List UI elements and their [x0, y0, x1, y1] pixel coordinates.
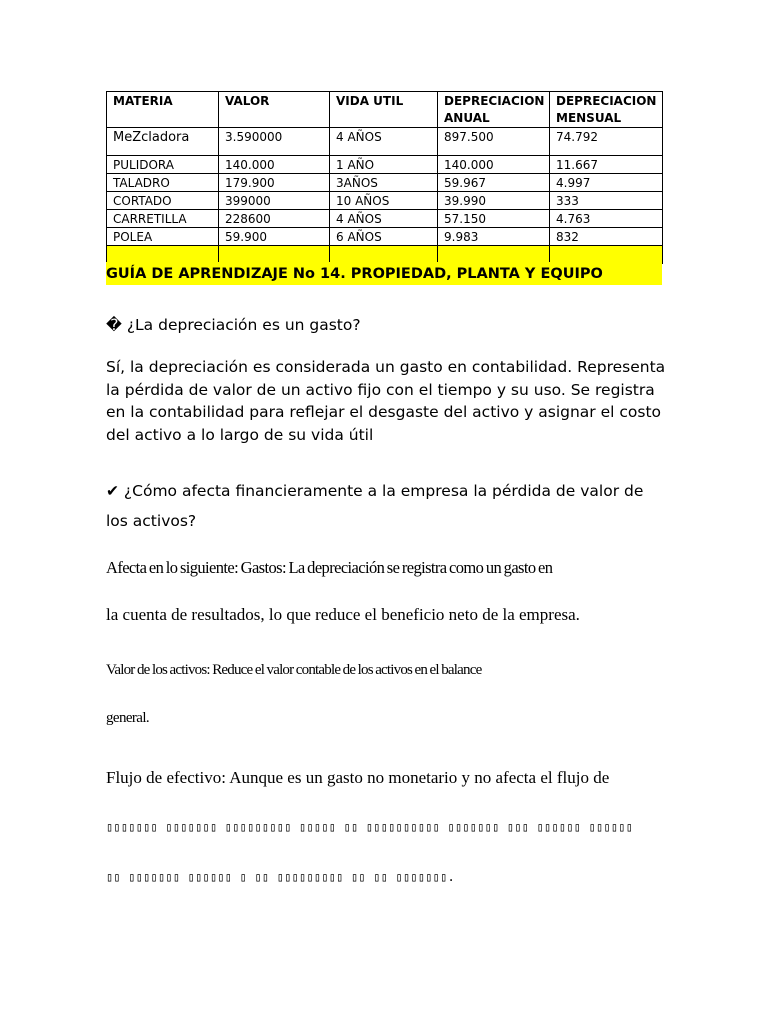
table-row: [107, 210, 663, 228]
table-row: [107, 156, 663, 174]
cell-valor: 140.000: [219, 156, 330, 174]
cell-dep-anual: 57.150: [438, 210, 550, 228]
guide-title-banner: [106, 262, 662, 285]
cell-dep-mensual: 74.792: [550, 128, 663, 156]
cell-valor: 179.900: [219, 174, 330, 192]
guide-title: GUÍA DE APRENDIZAJE No 14. PROPIEDAD, PLANTA Y EQUIPO: [106, 266, 603, 282]
cell-materia: PULIDORA: [107, 156, 219, 174]
header-depreciacion-anual: DEPRECIACION ANUAL: [438, 92, 550, 128]
cell-dep-anual: 39.990: [438, 192, 550, 210]
cell-vida-util: 10 AÑOS: [330, 192, 438, 210]
garbled-text-line-2: ▯▯ ▯▯▯▯▯▯▯ ▯▯▯▯▯▯ ▯ ▯▯ ▯▯▯▯▯▯▯▯▯ ▯▯ ▯▯ ▯▯▯▯▯▯▯.: [106, 870, 455, 884]
table-row: [107, 228, 663, 246]
answer-1: Sí, la depreciación es considerada un gasto en contabilidad. Representa la pérdida de valor de un activo fijo con el tiempo y su uso. Se registra en la contabilidad para reflejar el desgaste del activo y asignar el costo del activo a lo largo de su vida útil: [106, 358, 666, 444]
empty-cell: [330, 246, 438, 264]
cell-dep-mensual: 832: [550, 228, 663, 246]
empty-cell: [107, 246, 219, 264]
cell-valor: 3.590000: [219, 128, 330, 156]
cell-dep-mensual: 4.997: [550, 174, 663, 192]
table-row: [107, 192, 663, 210]
cell-dep-mensual: 4.763: [550, 210, 663, 228]
header-materia: MATERIA: [107, 92, 219, 128]
cell-materia: POLEA: [107, 228, 219, 246]
cell-vida-util: 1 AÑO: [330, 156, 438, 174]
answer-2-line-3: Valor de los activos: Reduce el valor contable de los activos en el balance: [106, 662, 482, 678]
answer-2-line-2: la cuenta de resultados, lo que reduce el beneficio neto de la empresa.: [106, 605, 580, 624]
cell-materia: TALADRO: [107, 174, 219, 192]
table-row: [107, 128, 663, 156]
cell-dep-anual: 140.000: [438, 156, 550, 174]
header-vida-util: VIDA UTIL: [330, 92, 438, 128]
cell-vida-util: 4 AÑOS: [330, 128, 438, 156]
question-1: � ¿La depreciación es un gasto?: [106, 316, 361, 334]
answer-2-line-5: Flujo de efectivo: Aunque es un gasto no monetario y no afecta el flujo de: [106, 768, 610, 787]
cell-vida-util: 4 AÑOS: [330, 210, 438, 228]
table-row: [107, 174, 663, 192]
cell-dep-mensual: 11.667: [550, 156, 663, 174]
table-header-row: [107, 92, 663, 128]
cell-dep-anual: 59.967: [438, 174, 550, 192]
question-2: ✔ ¿Cómo afecta financieramente a la empresa la pérdida de valor de los activos?: [106, 482, 644, 530]
table-empty-row: [107, 246, 663, 264]
cell-materia: CARRETILLA: [107, 210, 219, 228]
cell-valor: 59.900: [219, 228, 330, 246]
answer-2-line-1: Afecta en lo siguiente: Gastos: La depreciación se registra como un gasto en: [106, 558, 553, 577]
empty-cell: [219, 246, 330, 264]
garbled-text-line-1: ▯▯▯▯▯▯▯ ▯▯▯▯▯▯▯ ▯▯▯▯▯▯▯▯▯ ▯▯▯▯▯ ▯▯ ▯▯▯▯▯▯▯▯▯▯ ▯▯▯▯▯▯▯ ▯▯▯ ▯▯▯▯▯▯ ▯▯▯▯▯▯: [106, 820, 634, 834]
cell-dep-anual: 9.983: [438, 228, 550, 246]
header-valor: VALOR: [219, 92, 330, 128]
cell-dep-mensual: 333: [550, 192, 663, 210]
cell-vida-util: 3AÑOS: [330, 174, 438, 192]
cell-materia: MeZcladora: [107, 128, 219, 156]
header-depreciacion-mensual: DEPRECIACION MENSUAL: [550, 92, 663, 128]
empty-cell: [550, 246, 663, 264]
depreciation-table: [106, 91, 663, 264]
cell-dep-anual: 897.500: [438, 128, 550, 156]
cell-valor: 399000: [219, 192, 330, 210]
cell-valor: 228600: [219, 210, 330, 228]
cell-vida-util: 6 AÑOS: [330, 228, 438, 246]
empty-cell: [438, 246, 550, 264]
answer-2-line-4: general.: [106, 710, 150, 726]
cell-materia: CORTADO: [107, 192, 219, 210]
